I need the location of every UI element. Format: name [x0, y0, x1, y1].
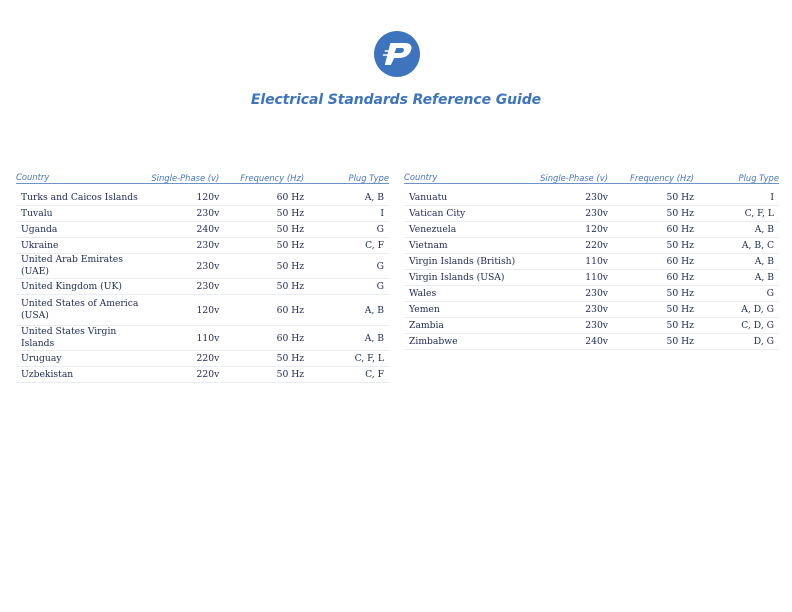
table-row — [404, 238, 779, 254]
table-row — [16, 351, 389, 367]
cell-plug-type: C, F, L — [354, 353, 384, 364]
cell-frequency: 50 Hz — [666, 320, 694, 331]
cell-frequency: 50 Hz — [276, 353, 305, 364]
cell-phase: 110v — [196, 332, 220, 344]
cell-country: United Kingdom (UK) — [21, 280, 122, 292]
cell-phase: 220v — [196, 369, 220, 380]
cell-frequency: 60 Hz — [666, 256, 694, 267]
cell-frequency: 50 Hz — [666, 240, 694, 251]
cell-phase: 230v — [585, 304, 608, 315]
col-header-plug: Plug Type — [348, 173, 389, 183]
cell-country: Venezuela — [409, 223, 457, 235]
cell-country: United States of America (USA) — [21, 298, 139, 321]
cell-frequency: 50 Hz — [276, 208, 305, 219]
cell-phase: 230v — [196, 240, 220, 251]
cell-country: Vanuatu — [409, 191, 448, 203]
cell-country: Virgin Islands (USA) — [409, 271, 505, 283]
cell-plug-type: C, D, G — [741, 320, 774, 331]
cell-plug-type: A, B — [364, 192, 384, 203]
cell-frequency: 50 Hz — [666, 336, 694, 347]
cell-frequency: 60 Hz — [666, 272, 694, 283]
cell-phase: 230v — [196, 208, 220, 219]
cell-frequency: 50 Hz — [666, 288, 694, 299]
cell-plug-type: G — [766, 288, 774, 299]
standards-table-left — [16, 166, 389, 383]
cell-plug-type: I — [770, 192, 774, 203]
cell-phase: 230v — [585, 208, 608, 219]
table-row — [404, 190, 779, 206]
cell-phase: 220v — [196, 353, 220, 364]
col-header-phase: Single-Phase (v) — [540, 173, 608, 183]
cell-country: Uganda — [21, 223, 58, 235]
cell-frequency: 50 Hz — [276, 281, 305, 292]
cell-frequency: 50 Hz — [276, 260, 305, 272]
cell-phase: 240v — [585, 336, 608, 347]
cell-country: Wales — [409, 287, 437, 299]
cell-plug-type: A, B — [364, 332, 384, 344]
table-header — [404, 166, 779, 184]
cell-frequency: 60 Hz — [276, 192, 305, 203]
table-row — [404, 270, 779, 286]
cell-country: Zambia — [409, 319, 444, 331]
cell-country: Uruguay — [21, 352, 62, 364]
table-row — [16, 222, 389, 238]
cell-country: United Arab Emirates (UAE) — [21, 254, 123, 277]
cell-frequency: 50 Hz — [666, 304, 694, 315]
table-row — [16, 295, 389, 326]
table-row — [404, 222, 779, 238]
cell-plug-type: A, B — [754, 224, 774, 235]
cell-country: Uzbekistan — [21, 368, 74, 380]
table-row — [404, 302, 779, 318]
table-row — [404, 334, 779, 350]
cell-frequency: 50 Hz — [276, 240, 305, 251]
cell-plug-type: I — [380, 208, 384, 219]
table-row — [404, 254, 779, 270]
col-header-frequency: Frequency (Hz) — [630, 173, 694, 183]
table-body — [16, 190, 389, 383]
col-header-country: Country — [404, 172, 438, 182]
cell-plug-type: A, B — [754, 256, 774, 267]
cell-country: Virgin Islands (British) — [409, 255, 516, 267]
cell-country: Tuvalu — [21, 207, 53, 219]
cell-phase: 230v — [585, 320, 608, 331]
table-row — [16, 206, 389, 222]
cell-country: Vatican City — [409, 207, 466, 219]
table-row — [16, 367, 389, 383]
standards-table-right — [404, 166, 779, 350]
cell-plug-type: C, F — [365, 369, 384, 380]
cell-plug-type: A, B — [754, 272, 774, 283]
cell-frequency: 60 Hz — [276, 332, 305, 344]
table-row — [404, 206, 779, 222]
cell-frequency: 50 Hz — [666, 192, 694, 203]
cell-phase: 230v — [585, 192, 608, 203]
cell-phase: 230v — [196, 260, 220, 272]
cell-phase: 120v — [196, 192, 220, 203]
cell-country: Zimbabwe — [409, 335, 458, 347]
cell-plug-type: A, B — [364, 304, 384, 316]
cell-plug-type: A, D, G — [741, 304, 774, 315]
table-row — [16, 279, 389, 295]
cell-plug-type: G — [376, 260, 384, 272]
cell-country: United States Virgin Islands — [21, 326, 117, 349]
cell-plug-type: C, F, L — [744, 208, 774, 219]
cell-plug-type: C, F — [365, 240, 384, 251]
cell-country: Turks and Caicos Islands — [21, 191, 138, 203]
table-row — [404, 286, 779, 302]
cell-phase: 240v — [196, 224, 220, 235]
cell-phase: 110v — [585, 272, 608, 283]
cell-phase: 220v — [585, 240, 608, 251]
cell-country: Vietnam — [409, 239, 448, 251]
cell-frequency: 50 Hz — [666, 208, 694, 219]
table-row — [404, 318, 779, 334]
cell-plug-type: G — [376, 281, 384, 292]
cell-frequency: 50 Hz — [276, 369, 305, 380]
cell-phase: 120v — [585, 224, 608, 235]
cell-plug-type: G — [376, 224, 384, 235]
col-header-country: Country — [16, 172, 50, 182]
table-row — [16, 254, 389, 279]
table-row — [16, 238, 389, 254]
logo-p-icon — [374, 31, 420, 77]
cell-frequency: 60 Hz — [276, 304, 305, 316]
cell-country: Ukraine — [21, 239, 59, 251]
cell-phase: 230v — [196, 281, 220, 292]
cell-plug-type: A, B, C — [741, 240, 774, 251]
table-header — [16, 166, 389, 184]
table-row — [16, 326, 389, 351]
col-header-frequency: Frequency (Hz) — [240, 173, 305, 183]
cell-phase: 230v — [585, 288, 608, 299]
cell-phase: 110v — [585, 256, 608, 267]
cell-frequency: 50 Hz — [276, 224, 305, 235]
brand-logo — [374, 31, 420, 77]
table-body — [404, 190, 779, 350]
cell-frequency: 60 Hz — [666, 224, 694, 235]
col-header-plug: Plug Type — [738, 173, 779, 183]
page-title: Electrical Standards Reference Guide — [250, 92, 542, 108]
table-row — [16, 190, 389, 206]
cell-phase: 120v — [196, 304, 220, 316]
cell-plug-type: D, G — [753, 336, 774, 347]
col-header-phase: Single-Phase (v) — [151, 173, 220, 183]
cell-country: Yemen — [409, 303, 440, 315]
